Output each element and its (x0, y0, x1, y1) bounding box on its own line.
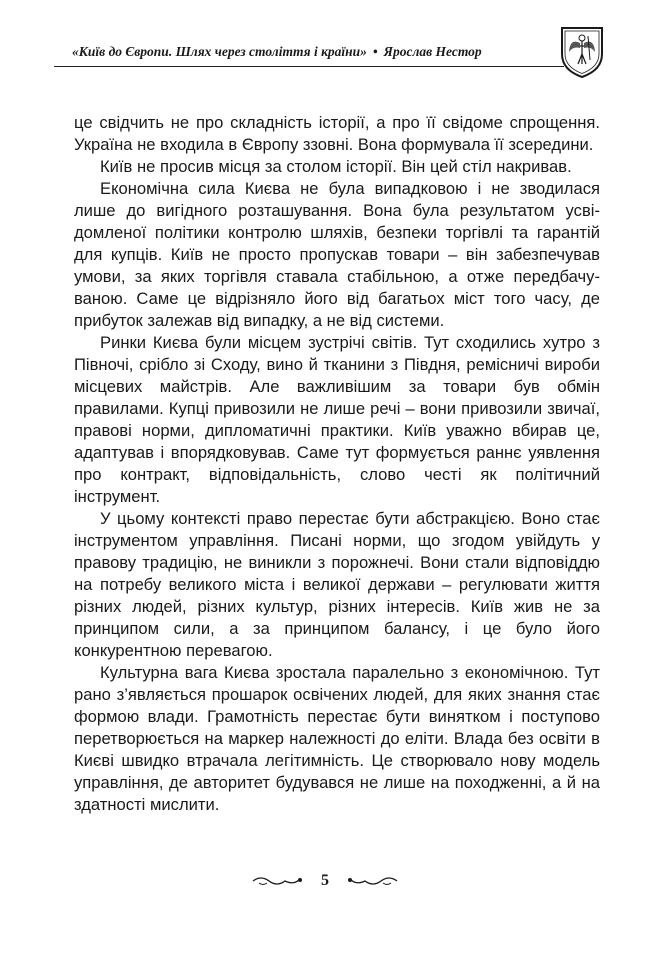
paragraph: це свідчить не про складність історії, а про її свідоме спрощення. Україна не входила в Європу ззовні. Вона формувала її зсередини. (74, 113, 600, 154)
author-name: Ярослав Нестор (383, 44, 482, 59)
running-header (40, 22, 608, 78)
page-footer (0, 872, 650, 890)
paragraph: Економічна сила Києва не була випадковою і не зводилася лише до вигідного розташування. Вона була результатом усвідомленої політики контролю шляхів, безпеки торгівлі та гарантій для купців. Київ не просто пропускав товари – він забезпечував умови, за яких торгівля ставала стабільною, а отже передбачуваною. Саме це відрізняло його від багатьох міст того часу, де прибуток залежав від випадку, а не від системи. (74, 179, 600, 330)
header-text (72, 44, 482, 60)
paragraph: Київ не просив місця за столом історії. Він цей стіл накривав. (100, 157, 572, 176)
paragraph: Ринки Києва були місцем зустрічі світів. Тут сходились хутро з Півночі, срібло зі Сходу, вино й тканини з Півдня, ремісничі вироби місцевих майстрів. Але важливішим за товари був обмін правилами. Купці привозили не лише речі – вони привозили звичаї, правові норми, дипломатичні практики. Київ уважно вбирав це, адаптував і впорядковував. Саме тут формується раннє уявлення про контракт, відповідальність, слово честі як політичний інструмент. (74, 333, 600, 506)
flourish-ornament-icon (345, 874, 399, 888)
flourish-ornament-icon (251, 874, 305, 888)
book-title: «Київ до Європи. Шлях через століття і країни» (72, 44, 367, 59)
header-rule (54, 66, 564, 67)
paragraph: Культурна вага Києва зростала паралельно з економічною. Тут рано з’являється прошарок освічених людей, для яких знання стає формою влади. Грамотність перестає бути винятком і поступово перетворюється на маркер належності до еліти. Влада без освіти в Києві швидко втрачала легітимність. Це створювало нову модель управління, де авторитет будувався не лише на походженні, а й на здатності мислити. (74, 663, 600, 814)
page-number: 5 (321, 872, 329, 890)
body-text (74, 112, 600, 816)
kyiv-archangel-emblem-icon (558, 24, 606, 80)
paragraph: У цьому контексті право перестає бути абстракцією. Воно стає інструментом управління. Писані норми, що згодом увійдуть у правову традицію, не виникли з порожнечі. Вони стали відповіддю на потребу великого міста і великої держави – регулювати життя різних людей, різних культур, різних інтересів. Київ жив не за принципом сили, а за принципом балансу, і це було його конкурентною перевагою. (74, 509, 600, 660)
header-bullet: • (372, 44, 378, 59)
